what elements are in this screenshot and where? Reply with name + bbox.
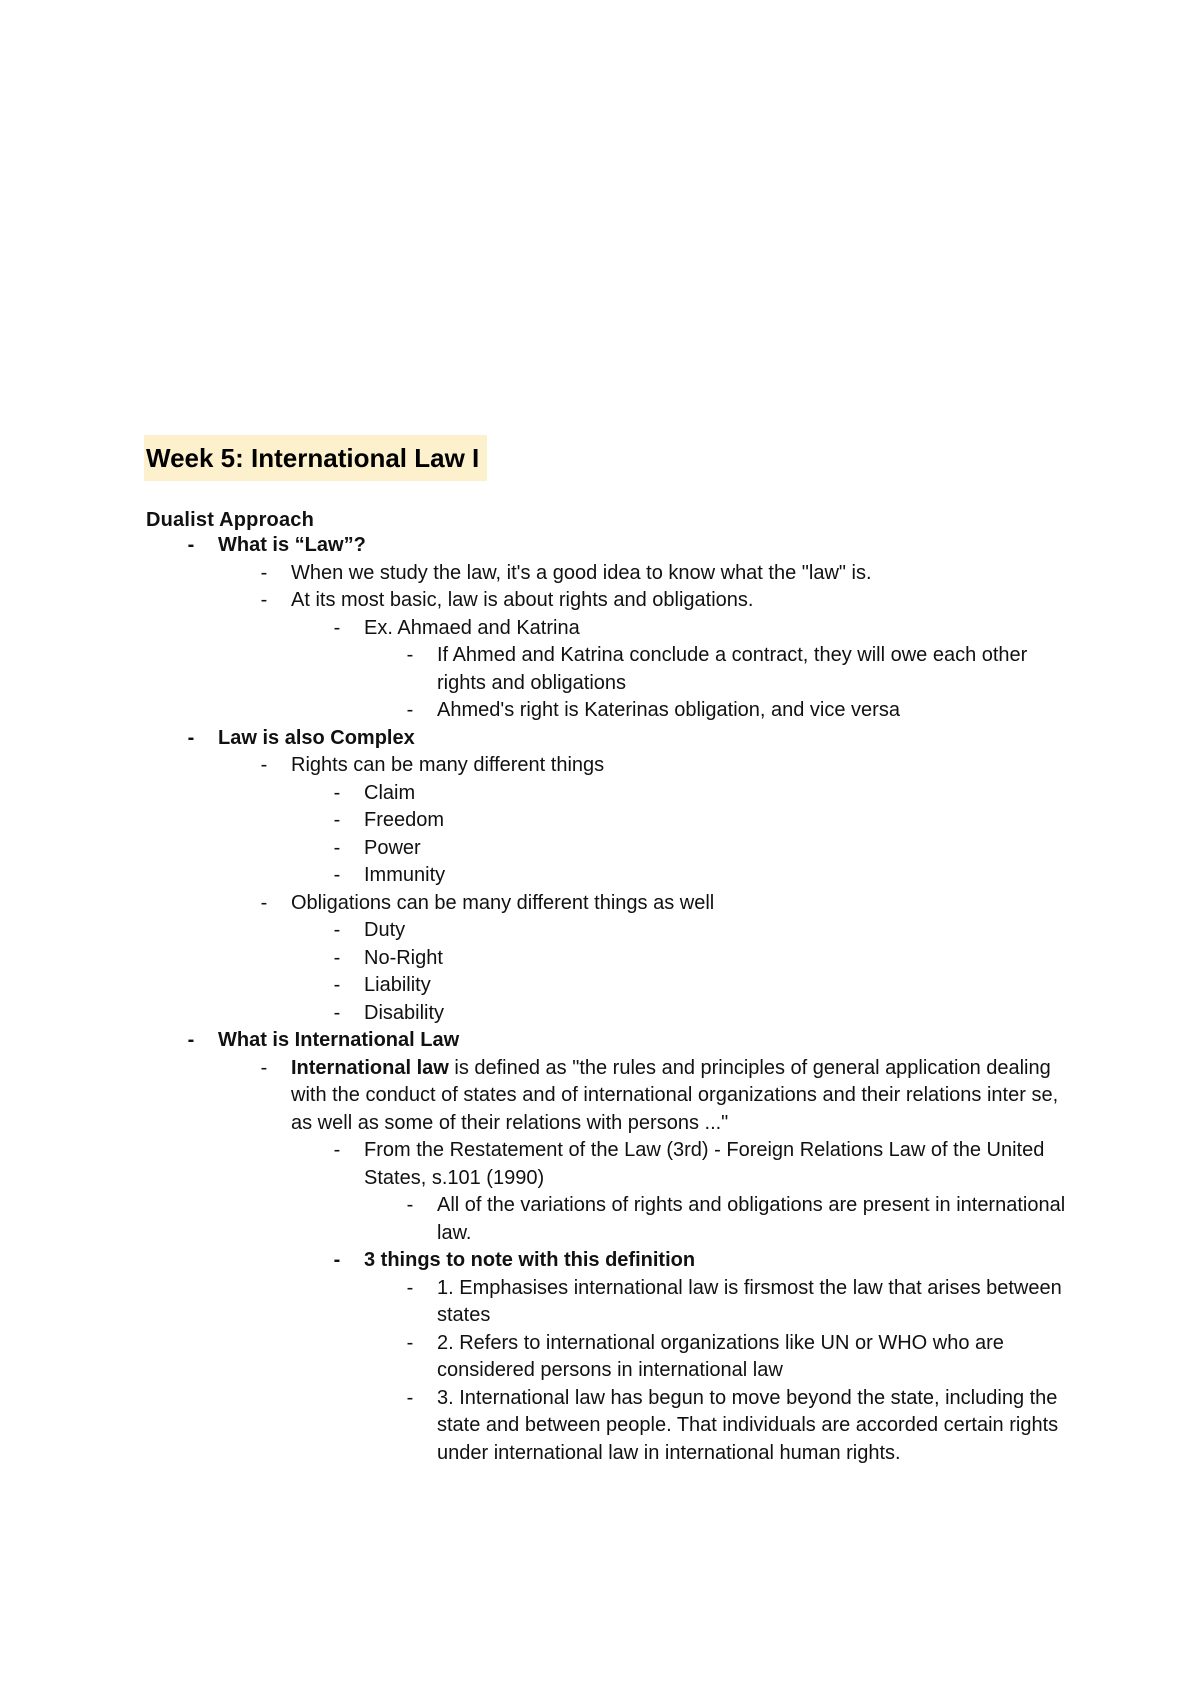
list-item-text: Obligations can be many different things as well [291,891,715,914]
bullet-dash: - [333,864,341,886]
bullet-dash: - [406,1386,414,1409]
list-item [146,807,1066,835]
list-item-text: What is International Law [218,1029,460,1051]
page-title: Week 5: International Law I [146,442,480,473]
list-item [146,615,1066,643]
list-item-text: 2. Refers to international organizations like UN or WHO who are considered persons in international law [437,1331,1004,1381]
list-item [146,835,1066,863]
list-item [146,1192,1066,1247]
list-item-text: Immunity [364,864,446,886]
bullet-outline [146,532,1066,1467]
list-item [146,1000,1066,1028]
list-item [146,917,1066,945]
list-item [146,532,1066,560]
bullet-dash: - [260,589,268,611]
bullet-dash: - [406,644,414,666]
list-item [146,752,1066,780]
list-item-text: Liability [364,974,431,996]
list-item [146,560,1066,588]
list-item-text [291,1055,1066,1138]
list-item-text: From the Restatement of the Law (3rd) - Foreign Relations Law of the United States, s.101 (1990) [364,1139,1045,1189]
list-item-text: All of the variations of rights and obligations are present in international law. [437,1194,1066,1244]
bullet-dash: - [260,754,268,776]
section-heading: Dualist Approach [146,509,315,531]
list-item [146,1275,1066,1330]
bullet-dash: - [333,781,341,804]
list-item-rest: is defined as "the rules and principles of general application dealing with the conduct of states and of international organizations and their relations inter se, as well as some of their relations with persons ..." [291,1056,1059,1134]
list-item-text: 3. International law has begun to move beyond the state, including the state and between people. That individuals are accorded certain rights under international law in international human rights. [437,1386,1059,1464]
bullet-dash: - [333,809,341,831]
list-item [146,1385,1066,1468]
bullet-dash: - [187,726,195,749]
list-item-text: Rights can be many different things [291,754,605,776]
list-item-text: Law is also Complex [218,726,415,749]
bullet-dash: - [333,616,341,639]
bullet-dash: - [406,1331,414,1354]
list-item [146,642,1066,697]
list-item [146,1330,1066,1385]
list-item-text: Duty [364,919,406,941]
list-item [146,1247,1066,1275]
list-item [146,587,1066,615]
bullet-dash: - [187,534,195,556]
bullet-dash: - [406,699,414,721]
list-item [146,697,1066,725]
bullet-dash: - [333,1139,341,1161]
list-item-text: Power [364,836,421,859]
bullet-dash: - [333,1249,341,1271]
list-item-text: Ahmed's right is Katerinas obligation, and vice versa [437,699,900,721]
list-item-text: What is “Law”? [218,534,366,556]
bullet-dash: - [333,974,341,996]
list-item-text: Freedom [364,809,445,831]
list-item [146,862,1066,890]
list-item [146,780,1066,808]
list-item [146,972,1066,1000]
list-item [146,1137,1066,1192]
list-item-text: 1. Emphasises international law is firsmost the law that arises between states [437,1276,1062,1326]
bullet-dash: - [260,1056,268,1079]
list-item-text: Claim [364,781,416,804]
list-item [146,890,1066,918]
bullet-dash: - [187,1029,195,1051]
list-item-text: When we study the law, it's a good idea to know what the "law" is. [291,561,872,584]
bullet-dash: - [260,891,268,914]
list-item-text: 3 things to note with this definition [364,1249,696,1271]
list-item [146,1027,1066,1055]
list-item-text: Ex. Ahmaed and Katrina [364,616,580,639]
bullet-dash: - [333,836,341,859]
page-title-highlight [144,435,487,481]
list-item-text: If Ahmed and Katrina conclude a contract, they will owe each other rights and obligations [437,644,1028,694]
list-item [146,945,1066,973]
list-item [146,725,1066,753]
bullet-dash: - [406,1194,414,1216]
term-bold: International law [291,1056,449,1079]
list-item-text: Disability [364,1001,445,1024]
list-item [146,1055,1066,1138]
bullet-dash: - [260,561,268,584]
bullet-dash: - [406,1276,414,1299]
list-item-text: At its most basic, law is about rights and obligations. [291,589,754,611]
bullet-dash: - [333,919,341,941]
list-item-text: No-Right [364,946,443,969]
bullet-dash: - [333,946,341,969]
bullet-dash: - [333,1001,341,1024]
